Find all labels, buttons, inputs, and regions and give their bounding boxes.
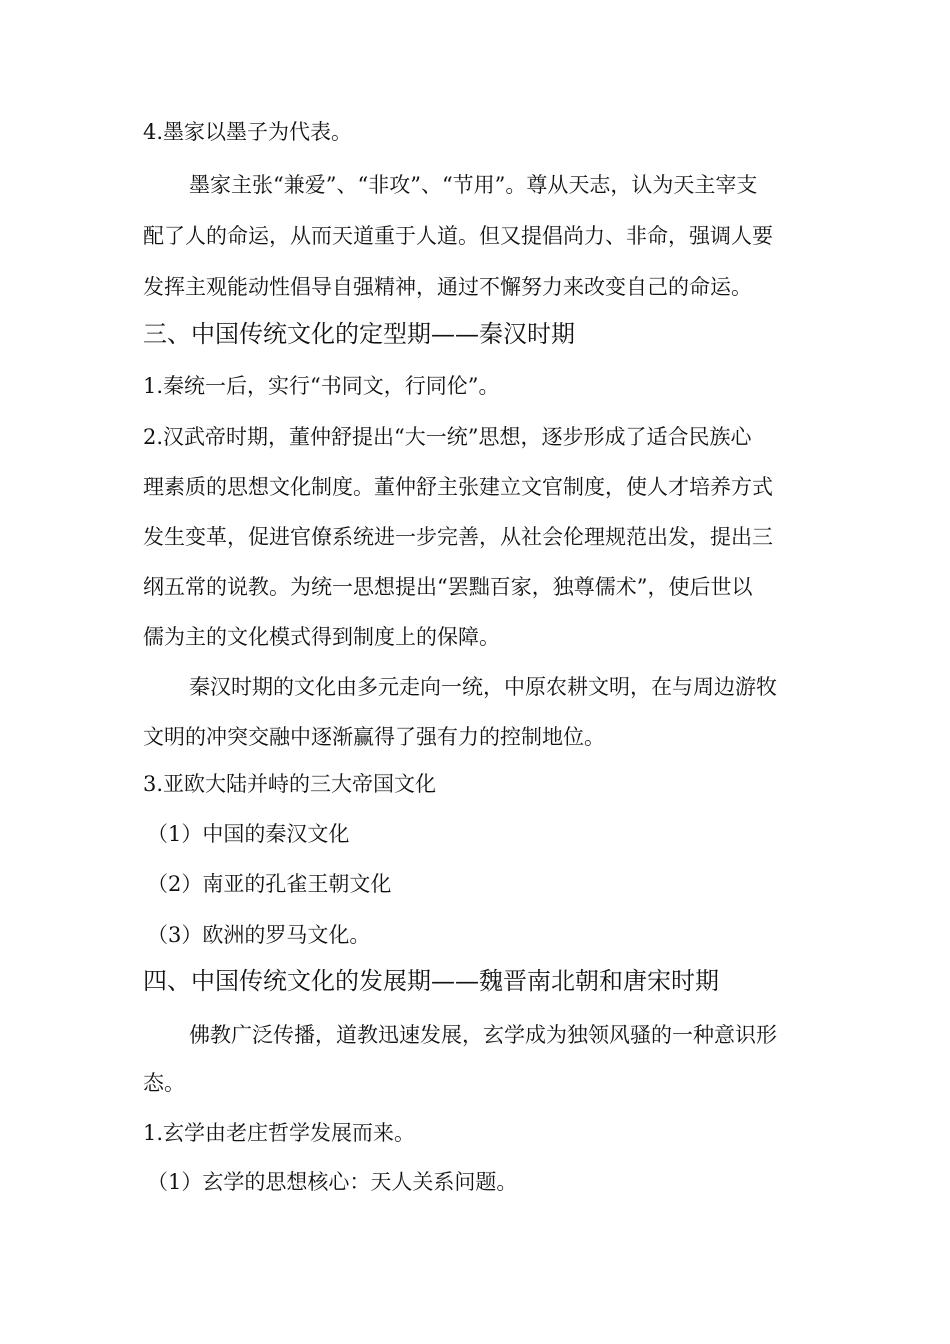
section-heading-3: 三、中国传统文化的定型期——秦汉时期 bbox=[143, 320, 575, 348]
paragraph-line: 发生变革，促进官僚系统进一步完善，从社会伦理规范出发，提出三 bbox=[143, 525, 773, 549]
paragraph-line: 态。 bbox=[143, 1071, 185, 1095]
paragraph-line: 墨家主张“兼爱”、“非攻”、“节用”。尊从天志，认为天主宰支 bbox=[189, 173, 758, 197]
paragraph-line: 儒为主的文化模式得到制度上的保障。 bbox=[143, 625, 500, 649]
sub-item-1: （1）中国的秦汉文化 bbox=[147, 822, 350, 846]
paragraph-line: 发挥主观能动性倡导自强精神，通过不懈努力来改变自己的命运。 bbox=[143, 275, 752, 299]
paragraph-line: 文明的冲突交融中逐渐赢得了强有力的控制地位。 bbox=[143, 725, 605, 749]
item-1-qin: 1.秦统一后，实行“书同文，行同伦”。 bbox=[143, 374, 500, 398]
sub-item-1-xuanxue: （1）玄学的思想核心：天人关系问题。 bbox=[147, 1170, 518, 1194]
item-3-empires: 3.亚欧大陆并峙的三大帝国文化 bbox=[143, 772, 437, 796]
item-4-mohist: 4.墨家以墨子为代表。 bbox=[143, 120, 353, 144]
section-heading-4: 四、中国传统文化的发展期——魏晋南北朝和唐宋时期 bbox=[143, 967, 719, 995]
paragraph-line: 佛教广泛传播，道教迅速发展，玄学成为独领风骚的一种意识形 bbox=[189, 1023, 777, 1047]
paragraph-line: 秦汉时期的文化由多元走向一统，中原农耕文明，在与周边游牧 bbox=[189, 675, 777, 699]
paragraph-line: 纲五常的说教。为统一思想提出“罢黜百家，独尊儒术”，使后世以 bbox=[143, 575, 753, 599]
sub-item-3: （3）欧洲的罗马文化。 bbox=[147, 923, 371, 947]
item-1-xuanxue: 1.玄学由老庄哲学发展而来。 bbox=[143, 1121, 416, 1145]
paragraph-line: 配了人的命运，从而天道重于人道。但又提倡尚力、非命，强调人要 bbox=[143, 224, 773, 248]
paragraph-line: 理素质的思想文化制度。董仲舒主张建立文官制度，使人才培养方式 bbox=[143, 475, 773, 499]
sub-item-2: （2）南亚的孔雀王朝文化 bbox=[147, 872, 392, 896]
item-2-han: 2.汉武帝时期，董仲舒提出“大一统”思想，逐步形成了适合民族心 bbox=[143, 425, 752, 449]
